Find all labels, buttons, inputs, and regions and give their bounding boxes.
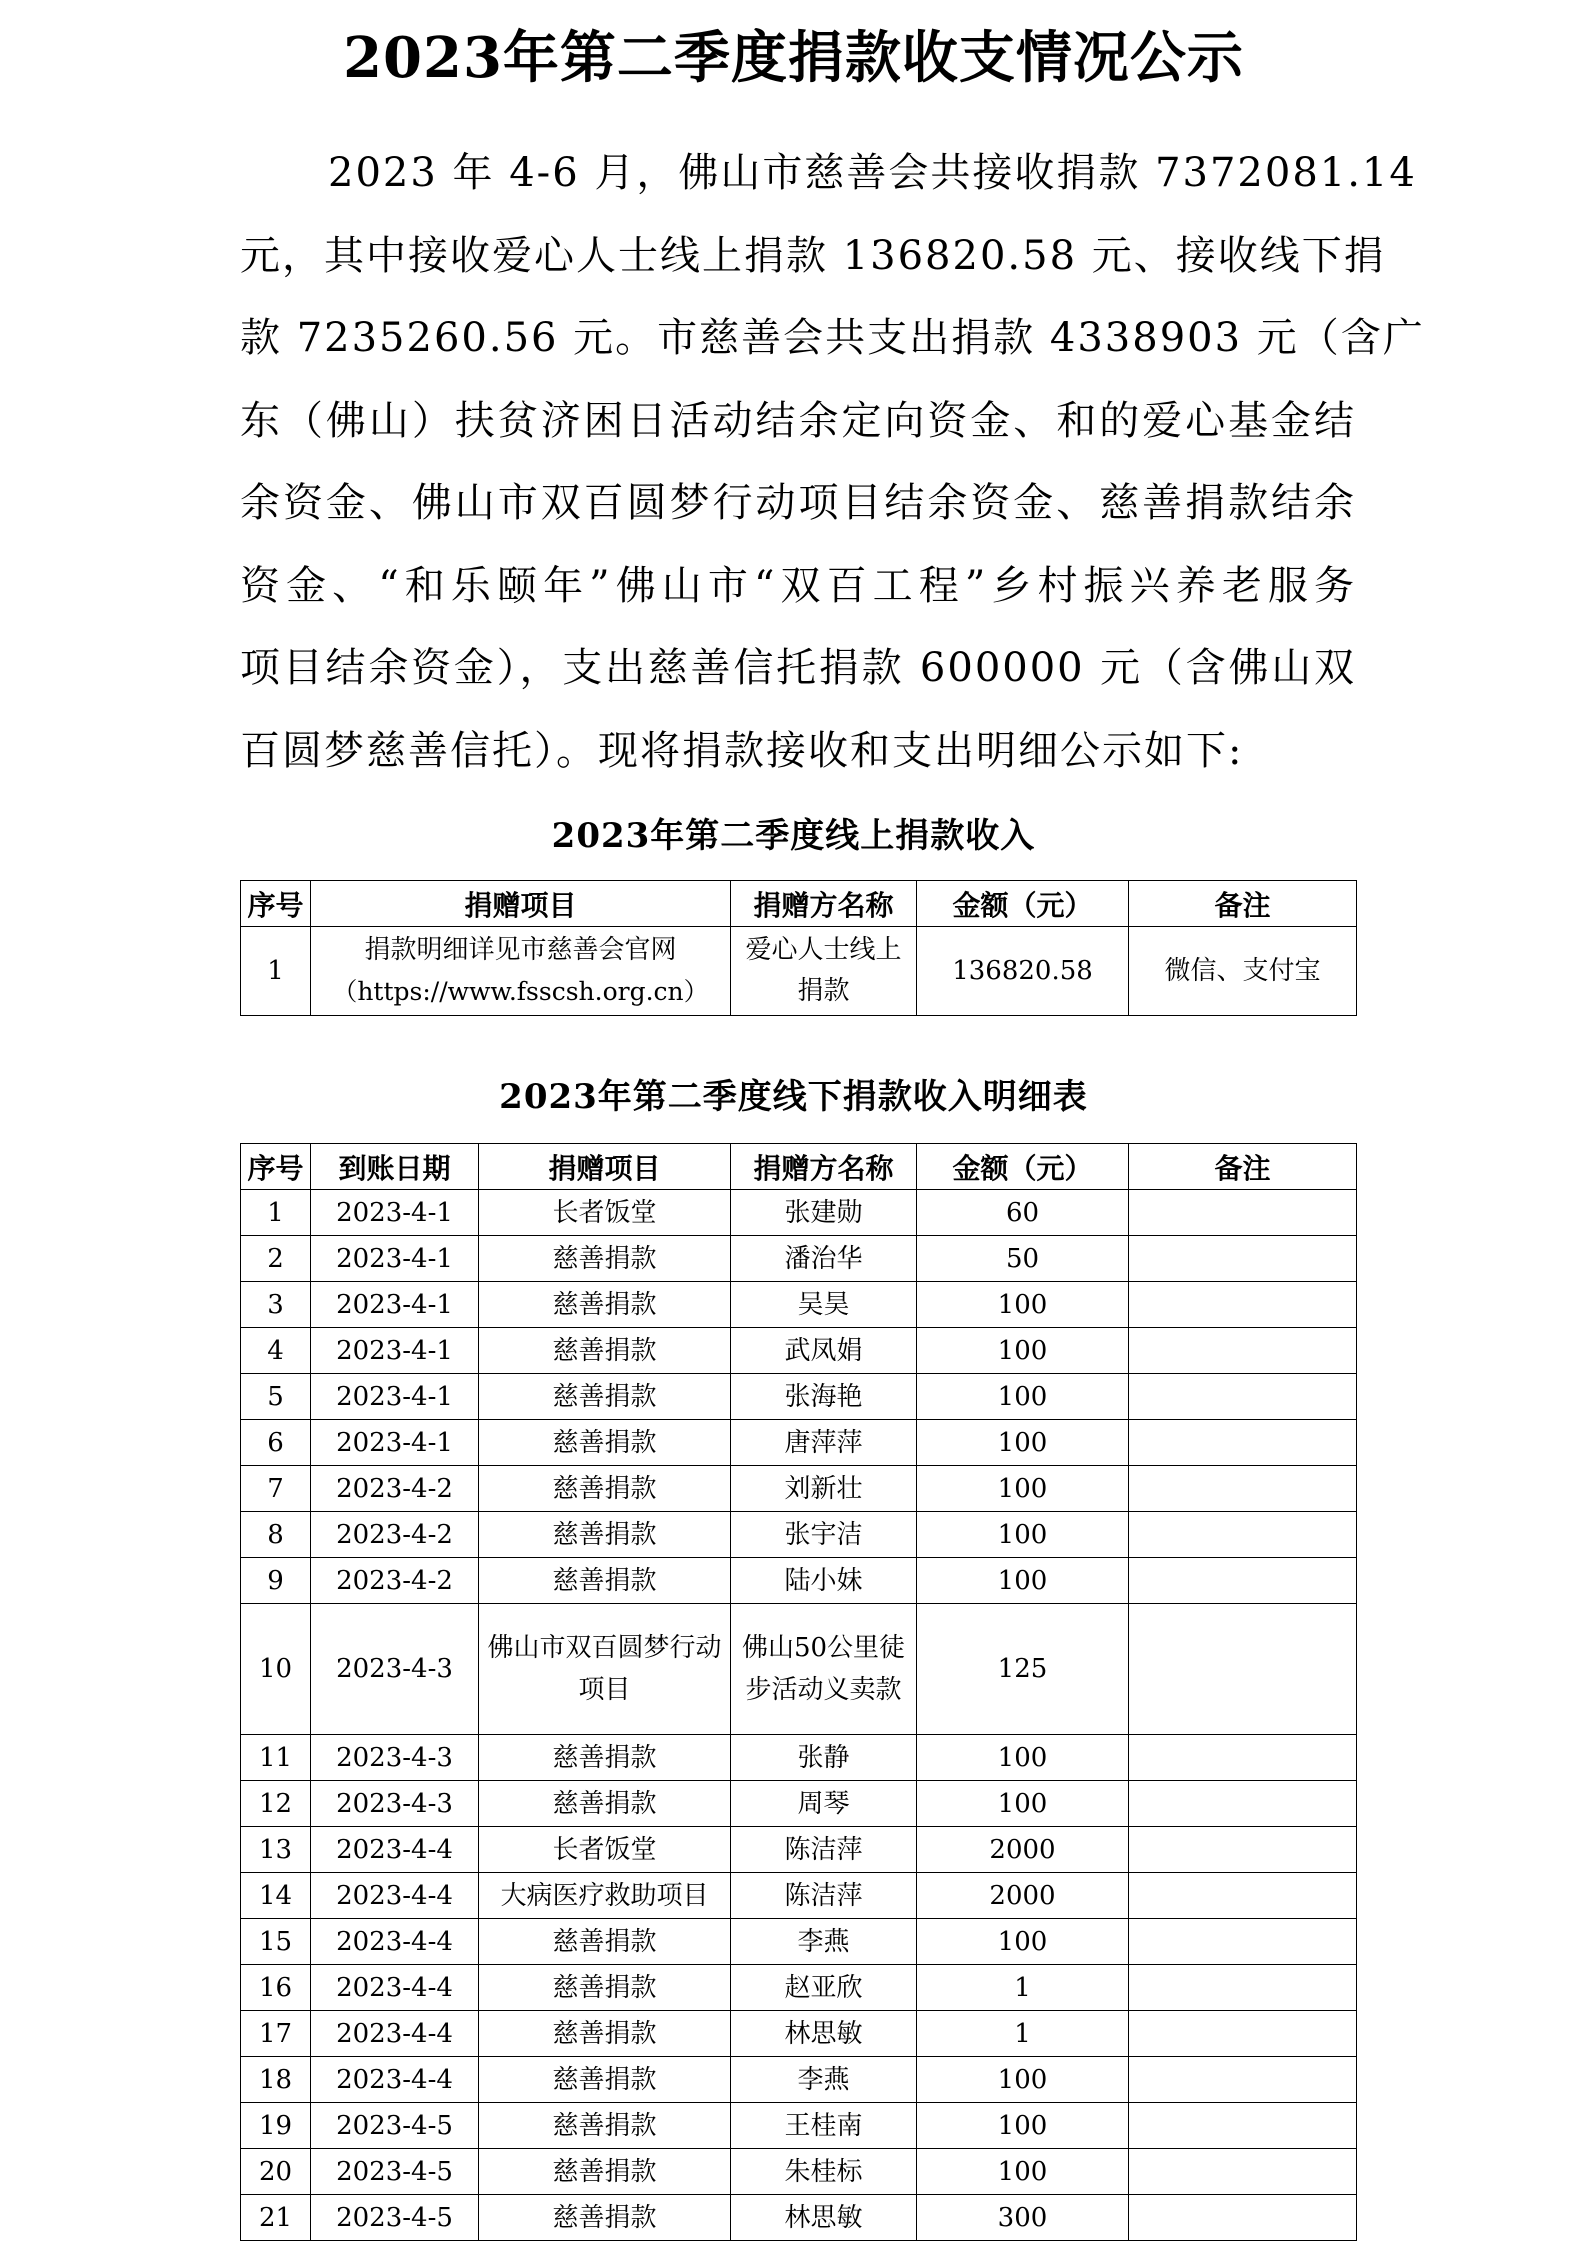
intro-line: 百圆梦慈善信托）。现将捐款接收和支出明细公示如下: (240, 727, 1244, 774)
donation-amount: 300 (917, 2195, 1129, 2241)
table-row (241, 1190, 1357, 1236)
donation-project: 慈善捐款 (479, 2103, 731, 2149)
donation-amount: 2000 (917, 1873, 1129, 1919)
donation-project: 慈善捐款 (479, 1965, 731, 2011)
column-header: 序号 (241, 1144, 311, 1190)
donation-amount: 100 (917, 1420, 1129, 1466)
row-number: 6 (241, 1420, 311, 1466)
row-number: 10 (241, 1604, 311, 1735)
deposit-date: 2023-4-2 (311, 1512, 479, 1558)
donation-note (1129, 2149, 1357, 2195)
donation-note (1129, 1604, 1357, 1735)
row-number: 19 (241, 2103, 311, 2149)
deposit-date: 2023-4-1 (311, 1190, 479, 1236)
donation-project: 慈善捐款 (479, 1512, 731, 1558)
donor-name: 赵亚欣 (731, 1965, 917, 2011)
deposit-date: 2023-4-3 (311, 1604, 479, 1735)
row-number: 17 (241, 2011, 311, 2057)
row-number: 11 (241, 1735, 311, 1781)
intro-paragraph (240, 132, 1425, 792)
column-header: 捐赠方名称 (731, 1144, 917, 1190)
table-row (241, 2195, 1357, 2241)
donor-name: 陆小妹 (731, 1558, 917, 1604)
row-number: 20 (241, 2149, 311, 2195)
table-row (241, 2149, 1357, 2195)
project-line: 捐款明细详见市慈善会官网 (364, 935, 677, 965)
donation-project: 慈善捐款 (479, 2195, 731, 2241)
row-number: 21 (241, 2195, 311, 2241)
table-row (241, 1604, 1357, 1735)
deposit-date: 2023-4-2 (311, 1558, 479, 1604)
donation-project: 慈善捐款 (479, 1328, 731, 1374)
donation-project: 慈善捐款 (479, 2011, 731, 2057)
table-row (241, 1374, 1357, 1420)
donation-amount: 60 (917, 1190, 1129, 1236)
donor-name: 爱心人士线上捐款 (731, 927, 917, 1016)
donor-name: 林思敏 (731, 2011, 917, 2057)
donation-note (1129, 1512, 1357, 1558)
donor-name: 张静 (731, 1735, 917, 1781)
donation-project: 慈善捐款 (479, 1282, 731, 1328)
row-number: 12 (241, 1781, 311, 1827)
donation-project: 慈善捐款 (479, 1735, 731, 1781)
donation-note (1129, 1466, 1357, 1512)
donation-amount: 2000 (917, 1827, 1129, 1873)
donation-amount: 136820.58 (917, 927, 1129, 1016)
donation-note (1129, 2011, 1357, 2057)
donation-note (1129, 2103, 1357, 2149)
row-number: 3 (241, 1282, 311, 1328)
column-header: 序号 (241, 881, 311, 927)
donor-name: 陈洁萍 (731, 1873, 917, 1919)
donation-amount: 100 (917, 1466, 1129, 1512)
donation-amount: 100 (917, 1558, 1129, 1604)
donation-note (1129, 1558, 1357, 1604)
donation-note (1129, 1374, 1357, 1420)
table-row (241, 1735, 1357, 1781)
page-title: 2023年第二季度捐款收支情况公示 (343, 25, 1244, 91)
deposit-date: 2023-4-4 (311, 1965, 479, 2011)
deposit-date: 2023-4-5 (311, 2149, 479, 2195)
donation-project: 慈善捐款 (479, 1420, 731, 1466)
donor-name: 吴昊 (731, 1282, 917, 1328)
row-number: 18 (241, 2057, 311, 2103)
deposit-date: 2023-4-3 (311, 1781, 479, 1827)
table-row (241, 1282, 1357, 1328)
table-header-row (241, 881, 1357, 927)
row-number: 13 (241, 1827, 311, 1873)
donation-project: 长者饭堂 (479, 1190, 731, 1236)
deposit-date: 2023-4-2 (311, 1466, 479, 1512)
offline-section-title: 2023年第二季度线下捐款收入明细表 (499, 1077, 1088, 1117)
table-row (241, 1919, 1357, 1965)
donation-amount: 1 (917, 1965, 1129, 2011)
donor-name: 周琴 (731, 1781, 917, 1827)
intro-line: 资金、“和乐颐年”佛山市“双百工程”乡村振兴养老服务 (240, 562, 1356, 609)
donation-amount: 100 (917, 1374, 1129, 1420)
donor-name: 张海艳 (731, 1374, 917, 1420)
deposit-date: 2023-4-1 (311, 1282, 479, 1328)
column-header: 捐赠项目 (479, 1144, 731, 1190)
table-row (241, 1328, 1357, 1374)
project-website-link[interactable]: （https://www.fsscsh.org.cn） (332, 977, 709, 1006)
table-row (241, 1512, 1357, 1558)
donation-project: 佛山市双百圆梦行动项目 (479, 1604, 731, 1735)
donation-note (1129, 1328, 1357, 1374)
intro-line: 款 7235260.56 元。市慈善会共支出捐款 4338903 元（含广 (240, 315, 1425, 361)
donation-amount: 100 (917, 2149, 1129, 2195)
intro-line: 项目结余资金），支出慈善信托捐款 600000 元（含佛山双 (240, 645, 1356, 691)
donation-note (1129, 1282, 1357, 1328)
table-row (241, 2057, 1357, 2103)
deposit-date: 2023-4-4 (311, 1873, 479, 1919)
donation-note (1129, 1965, 1357, 2011)
donation-amount: 100 (917, 1735, 1129, 1781)
column-header: 到账日期 (311, 1144, 479, 1190)
donation-note (1129, 1919, 1357, 1965)
donation-note (1129, 2195, 1357, 2241)
donation-project: 大病医疗救助项目 (479, 1873, 731, 1919)
table-row (241, 1873, 1357, 1919)
row-number: 5 (241, 1374, 311, 1420)
donation-note (1129, 1236, 1357, 1282)
row-number: 1 (241, 927, 311, 1016)
donor-name: 佛山50公里徒步活动义卖款 (731, 1604, 917, 1735)
column-header: 备注 (1129, 881, 1357, 927)
column-header: 捐赠方名称 (731, 881, 917, 927)
donor-name: 张宇洁 (731, 1512, 917, 1558)
donation-project: 慈善捐款 (479, 1236, 731, 1282)
donor-name: 林思敏 (731, 2195, 917, 2241)
deposit-date: 2023-4-1 (311, 1236, 479, 1282)
donation-project: 慈善捐款 (479, 1919, 731, 1965)
donation-note (1129, 1781, 1357, 1827)
deposit-date: 2023-4-1 (311, 1420, 479, 1466)
deposit-date: 2023-4-3 (311, 1735, 479, 1781)
deposit-date: 2023-4-4 (311, 1919, 479, 1965)
row-number: 4 (241, 1328, 311, 1374)
donation-project: 慈善捐款 (479, 2057, 731, 2103)
donation-amount: 100 (917, 1512, 1129, 1558)
offline-table-body (241, 1190, 1357, 2241)
table-row (241, 1965, 1357, 2011)
column-header: 金额（元） (917, 881, 1129, 927)
donation-amount: 100 (917, 1919, 1129, 1965)
donor-name: 唐萍萍 (731, 1420, 917, 1466)
deposit-date: 2023-4-5 (311, 2195, 479, 2241)
intro-line: 2023 年 4-6 月，佛山市慈善会共接收捐款 7372081.14 (328, 150, 1417, 196)
donor-name: 朱桂标 (731, 2149, 917, 2195)
donation-amount: 100 (917, 1781, 1129, 1827)
deposit-date: 2023-4-1 (311, 1374, 479, 1420)
deposit-date: 2023-4-4 (311, 2011, 479, 2057)
donation-amount: 100 (917, 2057, 1129, 2103)
donation-note (1129, 1190, 1357, 1236)
row-number: 8 (241, 1512, 311, 1558)
donation-note (1129, 2057, 1357, 2103)
donor-name: 武凤娟 (731, 1328, 917, 1374)
deposit-date: 2023-4-1 (311, 1328, 479, 1374)
donation-note: 微信、支付宝 (1129, 927, 1357, 1016)
online-section-title: 2023年第二季度线上捐款收入 (551, 816, 1036, 856)
donation-project: 慈善捐款 (479, 1374, 731, 1420)
donation-note (1129, 1420, 1357, 1466)
donor-name: 张建勋 (731, 1190, 917, 1236)
deposit-date: 2023-4-5 (311, 2103, 479, 2149)
row-number: 9 (241, 1558, 311, 1604)
table-row (241, 1466, 1357, 1512)
intro-line: 余资金、佛山市双百圆梦行动项目结余资金、慈善捐款结余 (240, 480, 1356, 526)
donor-name: 潘治华 (731, 1236, 917, 1282)
donation-project: 慈善捐款 (479, 2149, 731, 2195)
donation-project: 慈善捐款 (479, 1558, 731, 1604)
table-row (241, 1558, 1357, 1604)
table-row (241, 1236, 1357, 1282)
row-number: 15 (241, 1919, 311, 1965)
deposit-date: 2023-4-4 (311, 2057, 479, 2103)
column-header: 捐赠项目 (311, 881, 731, 927)
donation-amount: 50 (917, 1236, 1129, 1282)
table-row (241, 1781, 1357, 1827)
donor-name: 王桂南 (731, 2103, 917, 2149)
donation-amount: 125 (917, 1604, 1129, 1735)
row-number: 16 (241, 1965, 311, 2011)
donation-note (1129, 1735, 1357, 1781)
table-row (241, 2103, 1357, 2149)
donation-note (1129, 1827, 1357, 1873)
donor-name: 陈洁萍 (731, 1827, 917, 1873)
offline-donations-table (240, 1143, 1357, 2241)
donation-amount: 100 (917, 1328, 1129, 1374)
donor-name: 李燕 (731, 2057, 917, 2103)
donation-project: 慈善捐款 (479, 1466, 731, 1512)
table-row (241, 927, 1357, 1016)
row-number: 2 (241, 1236, 311, 1282)
donor-name: 刘新壮 (731, 1466, 917, 1512)
table-row (241, 1827, 1357, 1873)
row-number: 7 (241, 1466, 311, 1512)
donation-note (1129, 1873, 1357, 1919)
column-header: 备注 (1129, 1144, 1357, 1190)
donation-project (311, 927, 731, 1016)
donor-name: 李燕 (731, 1919, 917, 1965)
table-row (241, 2011, 1357, 2057)
online-donations-table (240, 880, 1357, 1016)
row-number: 14 (241, 1873, 311, 1919)
intro-line: 东（佛山）扶贫济困日活动结余定向资金、和的爱心基金结 (240, 397, 1356, 444)
donation-amount: 100 (917, 2103, 1129, 2149)
deposit-date: 2023-4-4 (311, 1827, 479, 1873)
donation-project: 长者饭堂 (479, 1827, 731, 1873)
table-row (241, 1420, 1357, 1466)
donation-project: 慈善捐款 (479, 1781, 731, 1827)
table-header-row (241, 1144, 1357, 1190)
donation-amount: 100 (917, 1282, 1129, 1328)
row-number: 1 (241, 1190, 311, 1236)
column-header: 金额（元） (917, 1144, 1129, 1190)
intro-line: 元，其中接收爱心人士线上捐款 136820.58 元、接收线下捐 (240, 232, 1386, 279)
donation-amount: 1 (917, 2011, 1129, 2057)
